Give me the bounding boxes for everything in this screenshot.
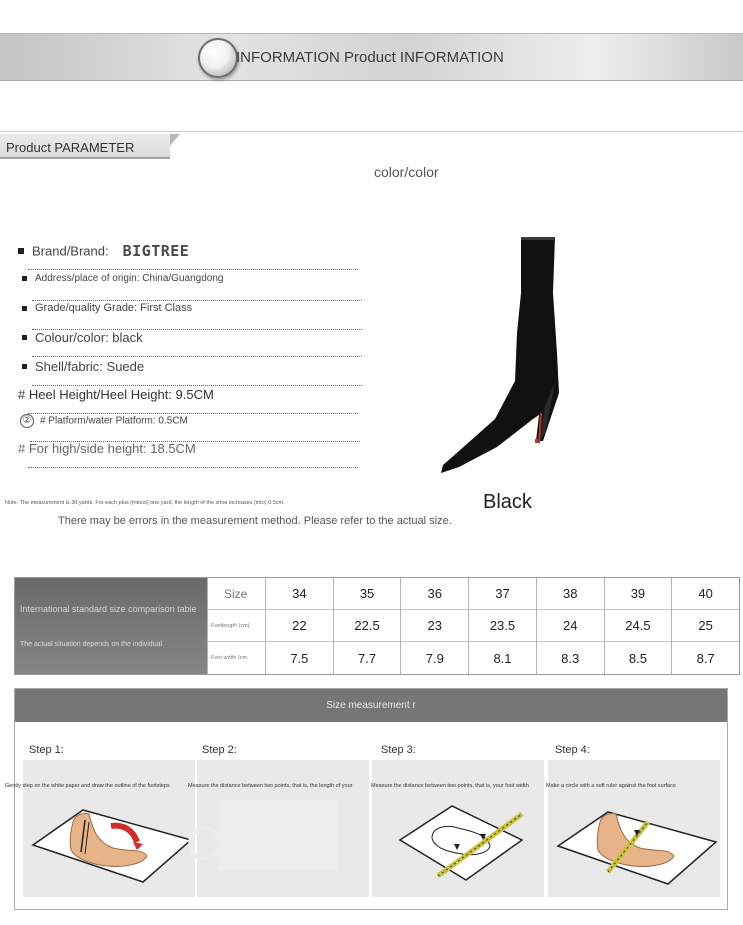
boot-image: [435, 233, 595, 478]
size-cell-foot-width: 8.7: [671, 642, 739, 674]
size-cell-foot-length: 22: [265, 610, 333, 642]
size-cell-size: 36: [400, 578, 468, 610]
measurement-header: [15, 689, 727, 722]
size-table-header-panel: [15, 578, 207, 674]
spec-brand-label: Brand/Brand:: [32, 243, 109, 259]
parameter-divider: [0, 131, 743, 132]
dotted-divider: [32, 300, 362, 301]
watermark: One: [186, 818, 277, 871]
size-row-label-size: Size: [207, 578, 265, 610]
step-1-illustration: [23, 760, 195, 897]
header-banner: [0, 33, 743, 81]
bullet-icon: [22, 276, 27, 281]
dotted-divider: [32, 356, 362, 357]
spec-heel: [18, 386, 214, 410]
step-2-description: Measure the distance between two points, that is, the length of your: [188, 783, 353, 789]
measurement-title: Size measurement r: [326, 700, 416, 711]
step-3-label: Step 3:: [381, 744, 416, 756]
spec-platform: [20, 414, 188, 438]
spec-shaft-text: # For high/side height: 18.5CM: [18, 441, 196, 457]
size-cell-foot-length: 25: [671, 610, 739, 642]
size-cell-foot-length: 24.5: [604, 610, 672, 642]
size-table-subtitle: The actual situation depends on the individual: [20, 641, 163, 648]
spec-fabric: [22, 358, 144, 382]
size-cell-foot-length: 22.5: [333, 610, 401, 642]
size-cell-foot-length: 23: [400, 610, 468, 642]
color-heading: color/color: [374, 164, 439, 180]
size-cell-size: 38: [536, 578, 604, 610]
spec-shaft: [18, 440, 196, 464]
spec-origin-text: Address/place of origin: China/Guangdong: [35, 273, 224, 284]
size-cell-foot-width: 7.5: [265, 642, 333, 674]
spec-origin: [22, 273, 223, 297]
step-4-label: Step 4:: [555, 744, 590, 756]
size-cell-foot-length: 23.5: [468, 610, 536, 642]
boot-icon: [435, 233, 595, 478]
step-2-label: Step 2:: [202, 744, 237, 756]
size-cell-size: 39: [604, 578, 672, 610]
size-grid: [207, 578, 739, 674]
foot-circumference-icon: [548, 760, 720, 897]
dotted-divider: [28, 269, 358, 270]
spec-heel-text: # Heel Height/Heel Height: 9.5CM: [18, 387, 214, 403]
spec-color: [22, 329, 143, 353]
step-4-illustration: [548, 760, 720, 897]
step-1-label: Step 1:: [29, 744, 64, 756]
measurement-note-small: Note: The measurement is 30 yards. For each plus (minus) one yard, the length of the shoe increases (into) 0.5cm.: [5, 500, 285, 506]
size-cell-foot-length: 24: [536, 610, 604, 642]
brand-logo: BIGTREE: [122, 242, 190, 260]
step-4-description: Make a circle with a soft ruler against the foot surface: [546, 783, 676, 789]
bullet-icon: [22, 306, 27, 311]
banner-circle-icon: [198, 38, 238, 78]
color-swatch-label: Black: [483, 491, 532, 513]
size-cell-foot-width: 8.1: [468, 642, 536, 674]
tab-notch-icon: [170, 134, 180, 146]
spec-grade-text: Grade/quality Grade: First Class: [35, 302, 193, 315]
spec-platform-text: # Platform/water Platform: 0.5CM: [40, 415, 188, 427]
parameter-tab: [0, 134, 170, 159]
bullet-icon: [18, 248, 24, 254]
size-cell-foot-width: 7.7: [333, 642, 401, 674]
spec-grade: [22, 302, 192, 326]
size-cell-foot-width: 8.3: [536, 642, 604, 674]
size-cell-foot-width: 7.9: [400, 642, 468, 674]
size-cell-size: 40: [671, 578, 739, 610]
size-row-label-foot-width: Foot width (cm: [207, 642, 265, 674]
spec-brand: [18, 242, 189, 266]
measurement-note: There may be errors in the measurement method. Please refer to the actual size.: [58, 515, 452, 527]
foot-outline-icon: [23, 760, 195, 897]
size-row-label-foot-length: Footlength (cm): [207, 610, 265, 642]
size-table-title: International standard size comparison table: [20, 604, 197, 614]
dotted-divider: [28, 467, 358, 468]
foot-width-icon: [372, 760, 544, 897]
step-1-description: Gently step on the white paper and draw the outline of the footsteps: [5, 783, 170, 789]
size-cell-size: 34: [265, 578, 333, 610]
spec-color-text: Colour/color: black: [35, 330, 143, 346]
number-circle-icon: ②: [20, 414, 34, 428]
size-table: [14, 577, 740, 675]
spec-fabric-text: Shell/fabric: Suede: [35, 359, 145, 375]
step-3-description: Measure the distance between two points, that is, your foot width: [371, 783, 529, 789]
size-cell-size: 37: [468, 578, 536, 610]
step-3-illustration: [372, 760, 544, 897]
bullet-icon: [22, 335, 27, 340]
bullet-icon: [22, 364, 27, 369]
header-title: INFORMATION Product INFORMATION: [236, 49, 504, 66]
size-cell-foot-width: 8.5: [604, 642, 672, 674]
size-cell-size: 35: [333, 578, 401, 610]
parameter-tab-label: Product PARAMETER: [6, 140, 135, 155]
